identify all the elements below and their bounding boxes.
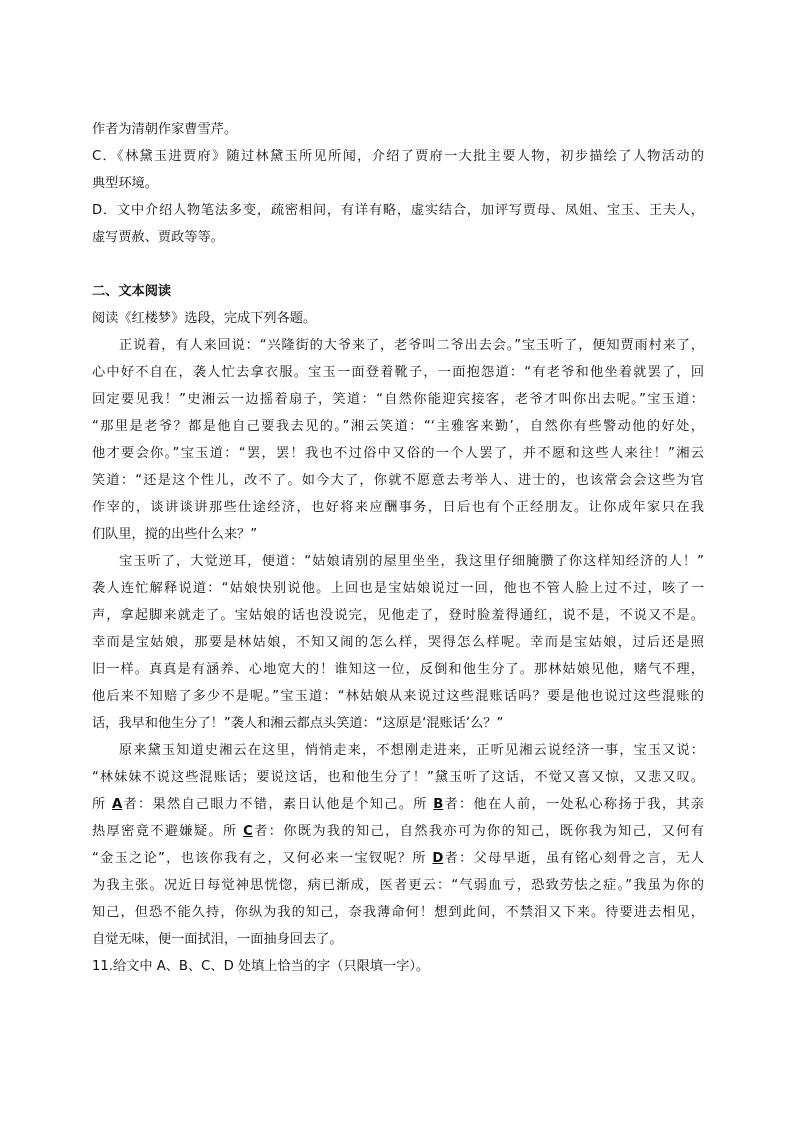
option-b-tail: 作者为清朝作家曹雪芹。	[92, 122, 238, 137]
passage-line: 袭人连忙解释说道：“姑娘快别说他。上回也是宝姑娘说过一回，他也不管人脸上过不过，咳了一	[92, 581, 704, 596]
passage-line: 们队里，搅的出些什么来？”	[92, 527, 258, 542]
passage-line: 宝玉听了，大觉逆耳，便道：“姑娘请别的屋里坐坐，我这里仔细腌臜了你这样知经济的人！”	[119, 554, 704, 569]
passage-line-with-blanks	[92, 791, 704, 818]
document-page	[92, 116, 704, 980]
option-d-line: D．文中介绍人物笔法多变，疏密相间，有详有略，虚实结合，加评写贾母、凤姐、宝玉、王夫人，	[92, 203, 704, 218]
option-c-line: C．《林黛玉进贾府》随过林黛玉所见所闻，介绍了贾府一大批主要人物，初步描绘了人物活动的	[92, 149, 704, 164]
passage-line: 自觉无味，便一面拭泪，一面抽身回去了。	[92, 932, 343, 947]
passage-line-with-blanks	[92, 818, 704, 845]
text-span: 热厚密竟不避嫌疑。所	[92, 824, 244, 839]
paragraph-3	[92, 737, 704, 953]
section-heading: 二、文本阅读	[92, 284, 172, 299]
passage-line: 声，拿起脚来就走了。宝姑娘的话也没说完，见他走了，登时脸羞得通红，说不是，不说又不是。	[92, 608, 704, 623]
passage-line: 原来黛玉知道史湘云在这里，悄悄走来，不想刚走进来，正听见湘云说经济一事，宝玉又说：	[119, 743, 704, 758]
blank-c: C	[243, 824, 253, 839]
blank-b: B	[433, 797, 444, 812]
passage-line: 他才要会你。”宝玉道：“罢，罢！我也不过俗中又俗的一个人罢了，并不愿和这些人来往！”湘云	[92, 446, 704, 461]
text-span: 者：父母早逝，虽有铭心刻骨之言，无人	[443, 851, 704, 866]
spacer	[92, 251, 704, 278]
blank-a: A	[111, 797, 123, 812]
passage-line: 作宰的，谈讲谈讲那些仕途经济，也好将来应酬事务，日后也有个正经朋友。让你成年家只在我	[92, 500, 704, 515]
paragraph-1	[92, 332, 704, 548]
passage-line: 幸而是宝姑娘，那要是林姑娘，不知又闹的怎么样，哭得怎么样呢。幸而是宝姑娘，过后还是照	[92, 635, 704, 650]
passage-line: “林妹妹不说这些混账话；要说这话，也和他生分了！”黛玉听了这话，不觉又喜又惊，又悲又叹。	[92, 770, 704, 785]
passage-line: 话，我早和他生分了！”袭人和湘云都点头笑道：“这原是‘混账话’么？”	[92, 716, 504, 731]
option-d-line: 虚写贾赦、贾政等等。	[92, 230, 224, 245]
text-span: 者：你既为我的知己，自然我亦可为你的知己，既你我为知己，又何有	[252, 824, 704, 839]
blank-d: D	[432, 851, 444, 866]
passage-line: 正说着，有人来回说：“兴隆街的大爷来了，老爷叫二爷出去会。”宝玉听了，便知贾雨村来了，	[119, 338, 704, 353]
option-c-line: 典型环境。	[92, 176, 158, 191]
passage-line: 为我主张。况近日每觉神思恍惚，病已渐成，医者更云：“气弱血亏，恐致劳怯之症。”我虽为你的	[92, 878, 704, 893]
text-span: 者：果然自己眼力不错，素日认他是个知己。所	[122, 797, 434, 812]
passage-line: “那里是老爷？都是他自己要我去见的。”湘云笑道：“‘主雅客来勤’，自然你有些警动他的好处，	[92, 419, 704, 434]
text-span: 所	[92, 797, 112, 812]
passage-line: 笑道：“还是这个性儿，改不了。如今大了，你就不愿意去考举人、进士的，也该常会会这些为官	[92, 473, 704, 488]
passage-line: 心中好不自在，袭人忙去拿衣服。宝玉一面登着靴子，一面抱怨道：“有老爷和他坐着就罢了，回	[92, 365, 704, 380]
section-intro: 阅读《红楼梦》选段，完成下列各题。	[92, 311, 317, 326]
text-span: 者：他在人前，一处私心称扬于我，其亲	[443, 797, 704, 812]
passage-line: 回定要见我！”史湘云一边摇着扇子，笑道：“自然你能迎宾接客，老爷才叫你出去呢。”宝玉道：	[92, 392, 704, 407]
passage-line: 他后来不知赔了多少不是呢。”宝玉道：“林姑娘从来说过这些混账话吗？要是他也说过这些混账的	[92, 689, 704, 704]
text-span: “金玉之论”，也该你我有之，又何必来一宝钗呢？所	[92, 851, 433, 866]
passage-line: 旧一样。真真是有涵养、心地宽大的！谁知这一位，反倒和他生分了。那林姑娘见他，赌气不理，	[92, 662, 704, 677]
question-11: 11.给文中 A、B、C、D 处填上恰当的字（只限填一字）。	[92, 959, 430, 974]
passage-line-with-blanks	[92, 845, 704, 872]
paragraph-2	[92, 548, 704, 737]
passage-line: 知己，但恐不能久持，你纵为我的知己，奈我薄命何！想到此间，不禁泪又下来。待要进去相见，	[92, 905, 704, 920]
